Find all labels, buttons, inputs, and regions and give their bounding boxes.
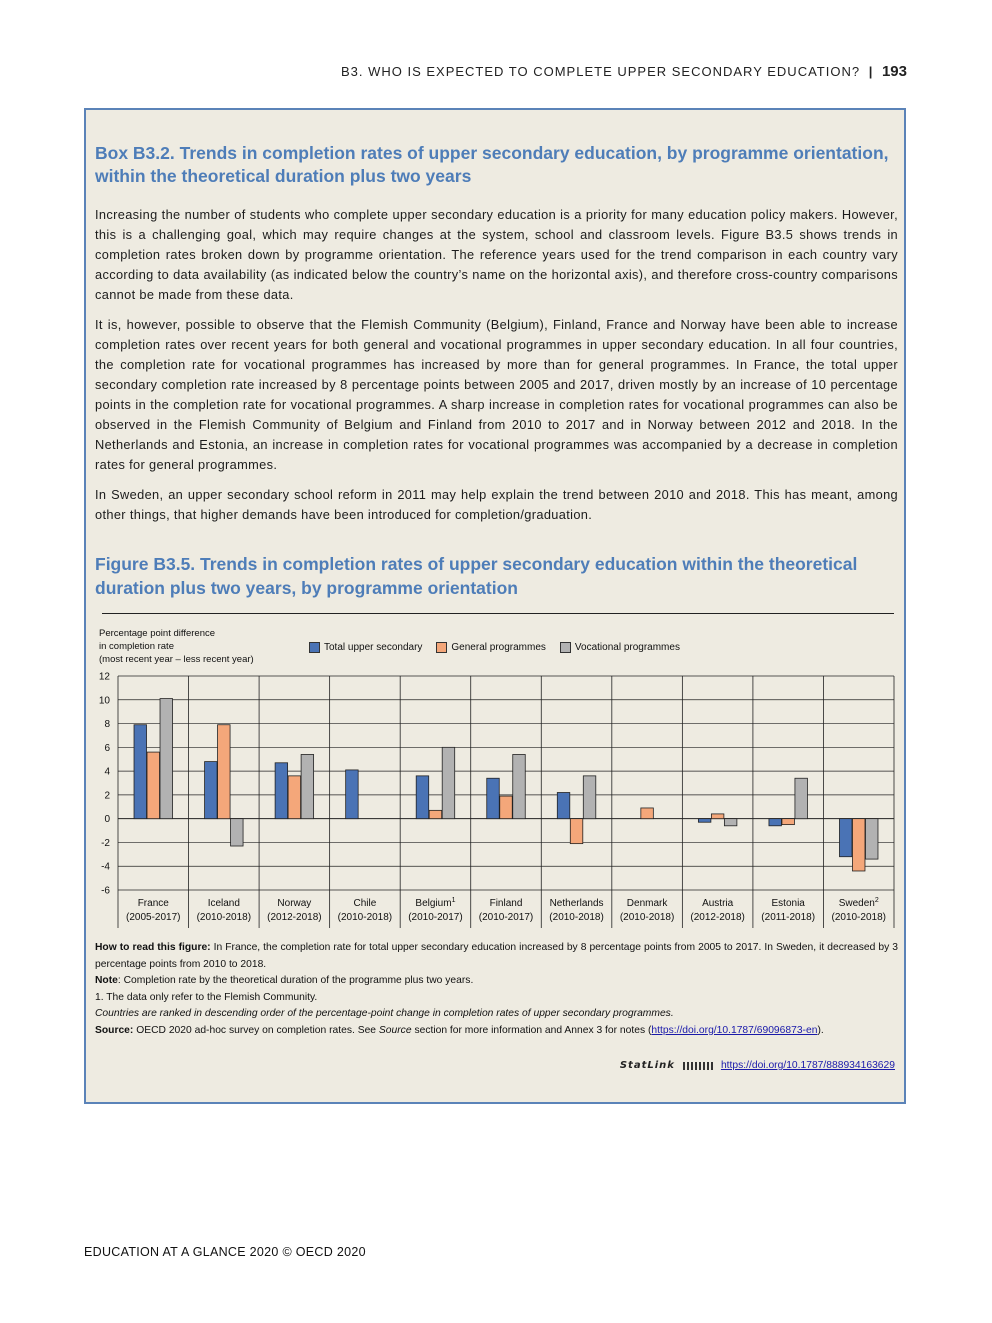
paragraph-2: It is, however, possible to observe that the Flemish Community (Belgium), Finland, France and Norway have been able to increase completion rates over recent years for both general and vocational programmes in upper secondary education. In all four countries, the completion rate for vocational programmes has increased by more than for general programmes. In France, the total upper secondary completion rate increased by 8 percentage points between 2005 and 2017, driven mostly by an increase of 10 percentage points in the completion rate for vocational programmes. A sharp increase in completion rates for vocational programmes can also be observed in the Flemish Community of Belgium and Finland from 2010 to 2017 and in Norway between 2012 and 2018. In the Netherlands and Estonia, an increase in completion rates for vocational programmes was accompanied by a decrease in completion rates for general programmes. xyxy=(95,317,898,472)
legend-label-total: Total upper secondary xyxy=(324,642,423,653)
x-tick-years: (2010-2017) xyxy=(408,912,463,923)
bar-general xyxy=(288,776,301,819)
source-pre: OECD 2020 ad-hoc survey on completion rates. See xyxy=(136,1024,377,1036)
figure-notes xyxy=(95,940,898,1039)
bar-general xyxy=(147,752,160,819)
source-link[interactable]: https://doi.org/10.1787/69096873-en xyxy=(651,1024,818,1036)
x-tick-label: Austria xyxy=(702,898,734,909)
y-tick-label: -2 xyxy=(101,837,110,849)
y-tick-label: 10 xyxy=(98,695,110,707)
chart-legend xyxy=(309,642,680,653)
x-tick-label: Finland xyxy=(489,898,523,909)
y-axis-label-line: Percentage point difference xyxy=(99,628,216,639)
footnote-1: 1. The data only refer to the Flemish Community. xyxy=(95,991,318,1003)
legend-swatch-vocational xyxy=(560,642,571,653)
statlink xyxy=(620,1060,895,1071)
x-tick-label: Denmark xyxy=(626,898,668,909)
source-label: Source: xyxy=(95,1024,134,1036)
y-tick-label: -6 xyxy=(101,885,110,897)
statlink-brand: StatLink xyxy=(619,1060,675,1071)
bar-general xyxy=(852,819,865,871)
note xyxy=(95,973,898,990)
bar-vocational xyxy=(301,754,314,818)
bar-vocational xyxy=(795,778,808,818)
statlink-logo-icon xyxy=(683,1062,713,1070)
x-tick-label: Sweden$^2$ xyxy=(838,897,879,909)
figure-title: Figure B3.5. Trends in completion rates of upper secondary education within the theoretical duration plus two years, by programme orientation xyxy=(95,554,858,598)
y-tick-label: 4 xyxy=(104,766,110,778)
bar-general xyxy=(218,725,231,819)
bar-vocational xyxy=(724,819,737,826)
legend-item-total xyxy=(309,642,422,653)
how-to-read-label: How to read this figure: xyxy=(95,942,211,953)
y-tick-label: 12 xyxy=(98,671,110,683)
bar-vocational xyxy=(513,754,526,818)
x-tick-label: Chile xyxy=(353,898,377,909)
x-tick-years: (2005-2017) xyxy=(126,912,181,923)
bar-vocational xyxy=(442,747,455,818)
bar-total xyxy=(205,762,218,819)
legend-swatch-total xyxy=(309,642,320,653)
x-tick-label: Belgium$^1$ xyxy=(415,897,456,909)
y-axis-label-line: (most recent year – less recent year) xyxy=(99,654,254,665)
x-tick-years: (2010-2018) xyxy=(196,912,252,923)
x-tick-years: (2010-2018) xyxy=(619,912,675,923)
legend-label-general: General programmes xyxy=(451,642,546,653)
running-title: B3. WHO IS EXPECTED TO COMPLETE UPPER SECONDARY EDUCATION? xyxy=(340,64,861,79)
source-post: ). xyxy=(817,1024,824,1036)
bar-total xyxy=(134,725,147,819)
paragraph-1: Increasing the number of students who complete upper secondary education is a priority for many education policy makers. However, this is a challenging goal, which may require changes at the system, school and classroom levels. Figure B3.5 shows trends in completion rates broken down by programme orientation. The reference years used for the trend comparison in each country vary according to data availability (as indicated below the country’s name on the horizontal axis), and therefore cross-country comparisons cannot be made from these data. xyxy=(95,207,898,302)
x-tick-years: (2012-2018) xyxy=(267,912,322,923)
header-separator: | xyxy=(868,64,874,79)
x-tick-label: Norway xyxy=(277,898,312,909)
box-b3-2 xyxy=(84,108,906,1104)
source-note xyxy=(95,1023,898,1040)
x-tick-years: (2010-2018) xyxy=(831,912,886,923)
bar-vocational xyxy=(231,819,244,846)
running-header xyxy=(341,63,907,80)
y-tick-label: 0 xyxy=(104,814,110,826)
x-tick-label: Netherlands xyxy=(549,898,604,909)
bar-vocational xyxy=(865,819,878,859)
y-tick-label: -4 xyxy=(101,861,110,873)
bar-general xyxy=(570,819,583,844)
bar-general xyxy=(641,808,654,819)
page-footer: EDUCATION AT A GLANCE 2020 © OECD 2020 xyxy=(84,1245,366,1259)
bar-total xyxy=(346,770,359,819)
y-tick-label: 8 xyxy=(104,719,110,731)
x-tick-years: (2010-2018) xyxy=(549,912,604,923)
x-tick-years: (2012-2018) xyxy=(690,912,745,923)
box-title: Box B3.2. Trends in completion rates of upper secondary education, by programme orientation, within the theoretical duration plus two years xyxy=(95,143,889,186)
bar-general xyxy=(782,819,795,825)
source-mid: section for more information and Annex 3 for notes ( xyxy=(414,1024,652,1036)
paragraph-3: In Sweden, an upper secondary school reform in 2011 may help explain the trend between 2010 and 2018. This has meant, among other things, that higher demands have been introduced for completion/graduation. xyxy=(95,487,898,522)
bar-general xyxy=(711,814,724,819)
bar-total xyxy=(698,819,711,823)
x-tick-years: (2011-2018) xyxy=(761,912,816,923)
x-tick-label: Iceland xyxy=(207,898,240,909)
bar-total xyxy=(769,819,782,826)
how-to-read xyxy=(95,940,898,973)
note-text: : Completion rate by the theoretical duration of the programme plus two years. xyxy=(117,975,474,986)
x-tick-label: France xyxy=(137,898,169,909)
bar-total xyxy=(557,793,570,819)
how-to-read-text: In France, the completion rate for total upper secondary education increased by 8 percentage points from 2005 to 2017. In Sweden, it decreased by 3 percentage points from 2010 to 2018. xyxy=(95,942,898,970)
bar-chart xyxy=(86,660,904,930)
bar-vocational xyxy=(160,699,173,819)
bar-general xyxy=(500,796,513,819)
bar-total xyxy=(416,776,429,819)
bar-total xyxy=(839,819,852,857)
y-tick-label: 6 xyxy=(104,742,110,754)
y-tick-label: 2 xyxy=(104,790,110,802)
source-italic: Source xyxy=(378,1024,412,1036)
legend-label-vocational: Vocational programmes xyxy=(574,642,680,653)
x-tick-years: (2010-2017) xyxy=(478,912,534,923)
note-label: Note xyxy=(95,975,118,986)
legend-item-general xyxy=(436,642,545,653)
bar-vocational xyxy=(583,776,596,819)
x-tick-years: (2010-2018) xyxy=(337,912,393,923)
bar-total xyxy=(487,778,500,818)
x-tick-label: Estonia xyxy=(771,898,805,909)
bar-total xyxy=(275,763,288,819)
page-number: 193 xyxy=(881,63,907,80)
y-axis-label-line: in completion rate xyxy=(99,641,174,652)
legend-swatch-general xyxy=(436,642,447,653)
statlink-url[interactable]: https://doi.org/10.1787/888934163629 xyxy=(720,1060,895,1071)
legend-item-vocational xyxy=(560,642,680,653)
figure-rule xyxy=(102,613,894,614)
bar-general xyxy=(429,810,442,818)
ranking-note: Countries are ranked in descending order of the percentage-point change in completion rates of upper secondary programmes. xyxy=(95,1008,674,1019)
